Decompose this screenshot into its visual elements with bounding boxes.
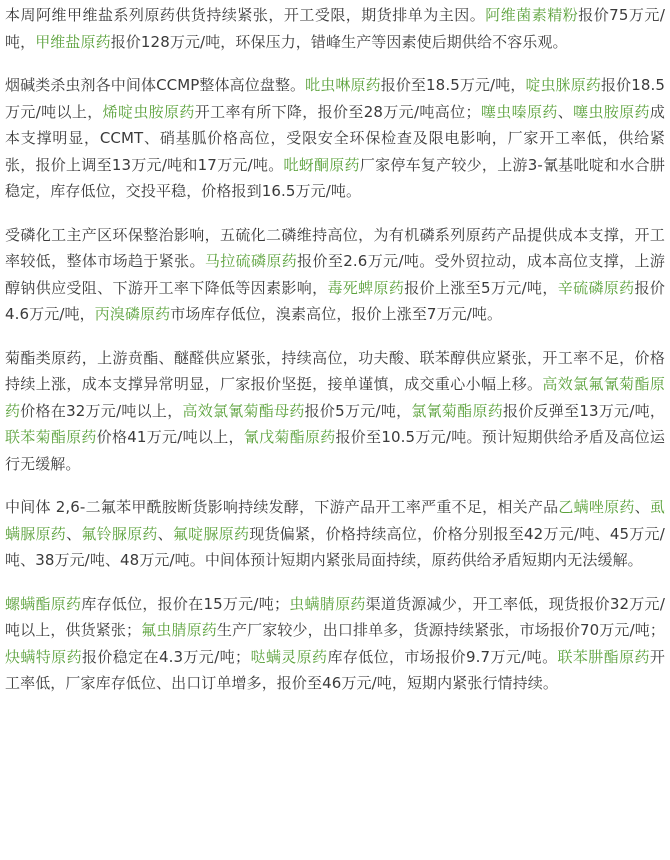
paragraph-text: 本周阿维甲维盐系列原药供货持续紧张，开工受限，期货排单为主因。	[5, 6, 486, 24]
product-name-highlight: 烯啶虫胺原药	[102, 102, 195, 121]
product-name-highlight: 辛硫磷原药	[557, 278, 635, 297]
product-name-highlight: 毒死蜱原药	[327, 278, 405, 297]
paragraph-text: 成本支撑明显，CCMT、硝基胍价格高位，受限安全环保检查及限电影响，厂家开工率低，供给紧张，报价上调至13万元/吨和17万元/吨。	[5, 102, 665, 174]
paragraph-text: 报价至2.6万元/吨。受外贸拉动，成本高位支撑，上游醇钠供应受阻、下游开工率下降低等因素影响，	[5, 252, 665, 297]
paragraph-text: 报价至18.5万元/吨，	[380, 76, 526, 94]
product-name-highlight: 马拉硫磷原药	[204, 252, 298, 270]
paragraph-text: 报价128万元/吨，环保压力，错峰生产等因素使后期供给不容乐观。	[110, 32, 568, 51]
paragraph-text: 、	[157, 524, 173, 543]
product-name-highlight: 氟虫腈原药	[141, 621, 217, 639]
paragraph-text: 报价稳定在4.3万元/吨；	[81, 647, 251, 666]
paragraph-text: 渠道货源减少，开工率低，现货报价32万元/吨以上，供货紧张；	[5, 594, 665, 639]
product-name-highlight: 氰戊菊酯原药	[243, 428, 336, 446]
paragraph-text: 报价5万元/吨，	[304, 401, 412, 420]
paragraph-text: 市场库存低位，溴素高位，报价上涨至7万元/吨。	[170, 305, 503, 323]
product-name-highlight: 联苯菊酯原药	[5, 428, 97, 446]
product-name-highlight: 甲维盐原药	[35, 32, 111, 51]
paragraph-text: 价格在32万元/吨以上，	[20, 401, 183, 420]
paragraph-text: 厂家停车复产较少，上游3-氰基吡啶和水合肼稳定，库存低位，交投平稳，价格报到16.5万元/吨。	[5, 155, 665, 200]
product-name-highlight: 吡蚜酮原药	[283, 155, 360, 174]
product-name-highlight: 螺螨酯原药	[5, 594, 82, 613]
paragraph-text: 中间体 2,6-二氟苯甲酰胺断货影响持续发酵，下游产品开工率严重不足，相关产品	[5, 498, 559, 516]
paragraph-text: 报价至10.5万元/吨。预计短期供给矛盾及高位运行无缓解。	[5, 428, 665, 473]
paragraph-text: 生产厂家较少，出口排单多，货源持续紧张，市场报价70万元/吨；	[216, 621, 665, 639]
product-name-highlight: 哒螨灵原药	[250, 647, 328, 666]
paragraph-text: 开工率低，厂家库存低位、出口订单增多，报价至46万元/吨，短期内紧张行情持续。	[5, 647, 665, 692]
paragraph-text: 、	[634, 498, 650, 516]
product-name-highlight: 炔螨特原药	[5, 647, 82, 666]
product-name-highlight: 噻虫嗪原药	[480, 102, 558, 121]
article-body	[5, 2, 665, 714]
product-name-highlight: 阿维菌素精粉	[485, 6, 579, 24]
product-name-highlight: 高效氯氟氰菊酯原药	[5, 375, 665, 420]
paragraph	[5, 2, 665, 55]
product-name-highlight: 虫螨腈原药	[289, 594, 366, 613]
paragraph-text: 报价75万元/吨，	[5, 6, 666, 51]
product-name-highlight: 乙螨唑原药	[558, 498, 635, 516]
paragraph-text: 烟碱类杀虫剂各中间体CCMP整体高位盘整。	[5, 76, 306, 94]
product-name-highlight: 虱螨脲原药	[5, 498, 665, 543]
paragraph-text: 报价18.5万元/吨以上，	[5, 76, 665, 121]
product-name-highlight: 氟啶脲原药	[172, 524, 250, 543]
paragraph-text: 、	[557, 102, 574, 121]
product-name-highlight: 高效氯氰菊酯母药	[182, 401, 305, 420]
product-name-highlight: 联苯肼酯原药	[557, 647, 650, 666]
paragraph-text: 库存低位，报价在15万元/吨；	[81, 594, 290, 613]
paragraph	[5, 72, 665, 205]
paragraph-text: 现货偏紧，价格持续高位，价格分别报至42万元/吨、45万元/吨、38万元/吨、48万元/吨。中间体预计短期内紧张局面持续，原药供给矛盾短期内无法缓解。	[5, 524, 665, 569]
paragraph	[5, 591, 665, 697]
product-name-highlight: 吡虫啉原药	[305, 76, 381, 94]
paragraph-text: 受磷化工主产区环保整治影响，五硫化二磷维持高位，为有机磷系列原药产品提供成本支撑，开工率较低，整体市场趋于紧张。	[5, 225, 665, 270]
paragraph-text: 报价反弹至13万元/吨，	[502, 401, 666, 420]
paragraph-text: 报价4.6万元/吨，	[5, 278, 665, 323]
product-name-highlight: 氟铃脲原药	[81, 524, 158, 543]
paragraph	[5, 222, 665, 328]
paragraph-text: 开工率有所下降，报价至28万元/吨高位；	[194, 102, 481, 121]
product-name-highlight: 噻虫胺原药	[573, 102, 650, 121]
paragraph-text: 、	[66, 524, 82, 543]
paragraph-text: 菊酯类原药，上游贲酯、醚醛供应紧张，持续高位，功夫酸、联苯醇供应紧张，开工率不足，价格持续上涨，成本支撑异常明显，厂家报价坚挺，接单谨慎，成交重心小幅上移。	[5, 348, 665, 393]
product-name-highlight: 啶虫脒原药	[525, 76, 601, 94]
product-name-highlight: 氯氰菊酯原药	[411, 401, 503, 420]
paragraph-text: 价格41万元/吨以上，	[96, 428, 244, 446]
paragraph	[5, 345, 665, 478]
paragraph	[5, 494, 665, 574]
paragraph-text: 库存低位，市场报价9.7万元/吨。	[327, 647, 558, 666]
product-name-highlight: 丙溴磷原药	[94, 305, 171, 323]
paragraph-text: 报价上涨至5万元/吨，	[404, 278, 558, 297]
